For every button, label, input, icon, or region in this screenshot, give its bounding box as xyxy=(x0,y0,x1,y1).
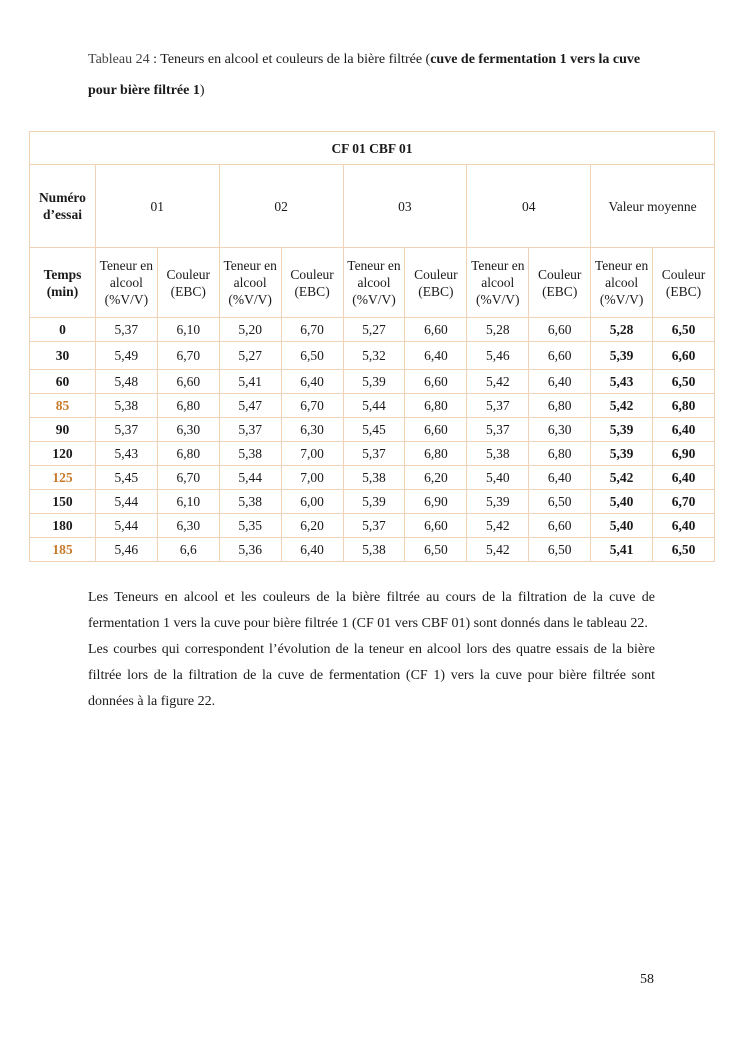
value-cell: 5,37 xyxy=(467,418,529,442)
col-teneur: Teneur en alcool (%V/V) xyxy=(95,248,157,318)
caption-end: ) xyxy=(199,83,205,98)
value-cell: 5,44 xyxy=(95,490,157,514)
value-cell: 6,30 xyxy=(281,418,343,442)
time-cell: 150 xyxy=(30,490,96,514)
essai-02: 02 xyxy=(219,165,343,248)
mean-cell: 6,40 xyxy=(653,514,715,538)
value-cell: 5,28 xyxy=(467,318,529,342)
col-couleur: Couleur (EBC) xyxy=(157,248,219,318)
temps-label: Temps (min) xyxy=(30,248,96,318)
mean-cell: 6,80 xyxy=(653,394,715,418)
value-cell: 5,20 xyxy=(219,318,281,342)
value-cell: 6,50 xyxy=(281,342,343,370)
col-teneur: Teneur en alcool (%V/V) xyxy=(467,248,529,318)
table-row xyxy=(30,418,715,442)
value-cell: 6,40 xyxy=(529,370,591,394)
essai-03: 03 xyxy=(343,165,467,248)
value-cell: 5,38 xyxy=(95,394,157,418)
value-cell: 6,80 xyxy=(157,442,219,466)
value-cell: 6,40 xyxy=(281,370,343,394)
value-cell: 6,40 xyxy=(405,342,467,370)
table-row xyxy=(30,442,715,466)
value-cell: 6,50 xyxy=(529,538,591,562)
value-cell: 6,60 xyxy=(405,514,467,538)
time-cell: 125 xyxy=(30,466,96,490)
table-row xyxy=(30,490,715,514)
value-cell: 5,42 xyxy=(467,538,529,562)
value-cell: 6,80 xyxy=(529,394,591,418)
table-row xyxy=(30,370,715,394)
table-row xyxy=(30,466,715,490)
value-cell: 5,44 xyxy=(95,514,157,538)
value-cell: 6,6 xyxy=(157,538,219,562)
mean-cell: 5,39 xyxy=(591,418,653,442)
mean-cell: 6,50 xyxy=(653,318,715,342)
value-cell: 6,60 xyxy=(405,370,467,394)
value-cell: 6,20 xyxy=(405,466,467,490)
mean-cell: 5,42 xyxy=(591,466,653,490)
value-cell: 5,46 xyxy=(467,342,529,370)
table-caption xyxy=(88,44,658,106)
time-cell: 180 xyxy=(30,514,96,538)
table-title: CF 01 CBF 01 xyxy=(30,132,715,165)
value-cell: 6,30 xyxy=(157,418,219,442)
mean-cell: 6,40 xyxy=(653,466,715,490)
value-cell: 6,40 xyxy=(281,538,343,562)
value-cell: 5,27 xyxy=(343,318,405,342)
value-cell: 5,43 xyxy=(95,442,157,466)
mean-cell: 5,39 xyxy=(591,442,653,466)
value-cell: 6,60 xyxy=(529,514,591,538)
value-cell: 5,38 xyxy=(343,466,405,490)
table-title-row xyxy=(30,132,715,165)
table-row xyxy=(30,394,715,418)
mean-cell: 6,60 xyxy=(653,342,715,370)
col-couleur: Couleur (EBC) xyxy=(529,248,591,318)
page-number: 58 xyxy=(640,972,654,987)
value-cell: 6,30 xyxy=(529,418,591,442)
table-row xyxy=(30,514,715,538)
value-cell: 5,35 xyxy=(219,514,281,538)
value-cell: 5,37 xyxy=(343,514,405,538)
value-cell: 5,37 xyxy=(343,442,405,466)
caption-bold: cuve de fermentation 1 vers la cuve pour bière filtrée 1 xyxy=(88,52,641,98)
essai-01: 01 xyxy=(95,165,219,248)
value-cell: 5,45 xyxy=(95,466,157,490)
table-row xyxy=(30,318,715,342)
value-cell: 7,00 xyxy=(281,466,343,490)
col-couleur: Couleur (EBC) xyxy=(281,248,343,318)
value-cell: 5,38 xyxy=(219,490,281,514)
body-text xyxy=(88,585,655,715)
value-cell: 6,60 xyxy=(529,318,591,342)
value-cell: 5,44 xyxy=(219,466,281,490)
time-cell: 120 xyxy=(30,442,96,466)
value-cell: 6,80 xyxy=(157,394,219,418)
data-table xyxy=(29,131,715,562)
col-teneur: Teneur en alcool (%V/V) xyxy=(591,248,653,318)
value-cell: 5,45 xyxy=(343,418,405,442)
value-cell: 5,47 xyxy=(219,394,281,418)
value-cell: 6,80 xyxy=(405,394,467,418)
caption-text: : Teneurs en alcool et couleurs de la bière filtrée ( xyxy=(149,52,431,67)
value-cell: 5,38 xyxy=(219,442,281,466)
value-cell: 6,40 xyxy=(529,466,591,490)
value-cell: 5,27 xyxy=(219,342,281,370)
value-cell: 6,70 xyxy=(281,318,343,342)
mean-cell: 6,50 xyxy=(653,370,715,394)
time-cell: 30 xyxy=(30,342,96,370)
time-cell: 0 xyxy=(30,318,96,342)
mean-cell: 6,50 xyxy=(653,538,715,562)
value-cell: 5,44 xyxy=(343,394,405,418)
value-cell: 5,39 xyxy=(467,490,529,514)
value-cell: 5,41 xyxy=(219,370,281,394)
mean-cell: 6,40 xyxy=(653,418,715,442)
value-cell: 5,39 xyxy=(343,490,405,514)
value-cell: 5,37 xyxy=(95,318,157,342)
essai-header-row xyxy=(30,165,715,248)
value-cell: 5,48 xyxy=(95,370,157,394)
value-cell: 5,36 xyxy=(219,538,281,562)
mean-cell: 5,42 xyxy=(591,394,653,418)
value-cell: 6,70 xyxy=(281,394,343,418)
value-cell: 6,30 xyxy=(157,514,219,538)
mean-cell: 5,41 xyxy=(591,538,653,562)
value-cell: 6,70 xyxy=(157,466,219,490)
value-cell: 5,38 xyxy=(467,442,529,466)
essai-moyenne: Valeur moyenne xyxy=(591,165,715,248)
time-cell: 90 xyxy=(30,418,96,442)
value-cell: 6,60 xyxy=(529,342,591,370)
col-couleur: Couleur (EBC) xyxy=(405,248,467,318)
essai-04: 04 xyxy=(467,165,591,248)
col-teneur: Teneur en alcool (%V/V) xyxy=(219,248,281,318)
paragraph: Les courbes qui correspondent l’évolution de la teneur en alcool lors des quatre essais de la bière filtrée lors de la filtration de la cuve de fermentation (CF 1) vers la cuve pour bière filtrée sont données à la figure 22. xyxy=(88,642,655,709)
value-cell: 5,49 xyxy=(95,342,157,370)
value-cell: 5,38 xyxy=(343,538,405,562)
mean-cell: 5,39 xyxy=(591,342,653,370)
mean-cell: 5,43 xyxy=(591,370,653,394)
value-cell: 5,42 xyxy=(467,370,529,394)
value-cell: 6,90 xyxy=(405,490,467,514)
value-cell: 5,37 xyxy=(219,418,281,442)
value-cell: 5,42 xyxy=(467,514,529,538)
value-cell: 6,10 xyxy=(157,318,219,342)
value-cell: 5,32 xyxy=(343,342,405,370)
time-cell: 85 xyxy=(30,394,96,418)
mean-cell: 5,28 xyxy=(591,318,653,342)
col-couleur: Couleur (EBC) xyxy=(653,248,715,318)
value-cell: 6,80 xyxy=(529,442,591,466)
value-cell: 5,39 xyxy=(343,370,405,394)
value-cell: 6,50 xyxy=(405,538,467,562)
value-cell: 6,00 xyxy=(281,490,343,514)
mean-cell: 6,70 xyxy=(653,490,715,514)
value-cell: 6,60 xyxy=(157,370,219,394)
table-row xyxy=(30,538,715,562)
value-cell: 5,46 xyxy=(95,538,157,562)
essai-label: Numéro d’essai xyxy=(30,165,96,248)
value-cell: 6,20 xyxy=(281,514,343,538)
value-cell: 6,10 xyxy=(157,490,219,514)
caption-label: Tableau 24 xyxy=(88,52,150,67)
mean-cell: 6,90 xyxy=(653,442,715,466)
value-cell: 6,60 xyxy=(405,318,467,342)
value-cell: 7,00 xyxy=(281,442,343,466)
col-teneur: Teneur en alcool (%V/V) xyxy=(343,248,405,318)
mean-cell: 5,40 xyxy=(591,490,653,514)
value-cell: 5,37 xyxy=(467,394,529,418)
table-row xyxy=(30,342,715,370)
value-cell: 6,70 xyxy=(157,342,219,370)
subheader-row xyxy=(30,248,715,318)
time-cell: 60 xyxy=(30,370,96,394)
value-cell: 5,40 xyxy=(467,466,529,490)
value-cell: 6,60 xyxy=(405,418,467,442)
value-cell: 6,50 xyxy=(529,490,591,514)
time-cell: 185 xyxy=(30,538,96,562)
value-cell: 5,37 xyxy=(95,418,157,442)
value-cell: 6,80 xyxy=(405,442,467,466)
paragraph: Les Teneurs en alcool et les couleurs de la bière filtrée au cours de la filtration de la cuve de fermentation 1 vers la cuve pour bière filtrée 1 (CF 01 vers CBF 01) sont donnés dans le tableau 22. xyxy=(88,590,655,631)
mean-cell: 5,40 xyxy=(591,514,653,538)
